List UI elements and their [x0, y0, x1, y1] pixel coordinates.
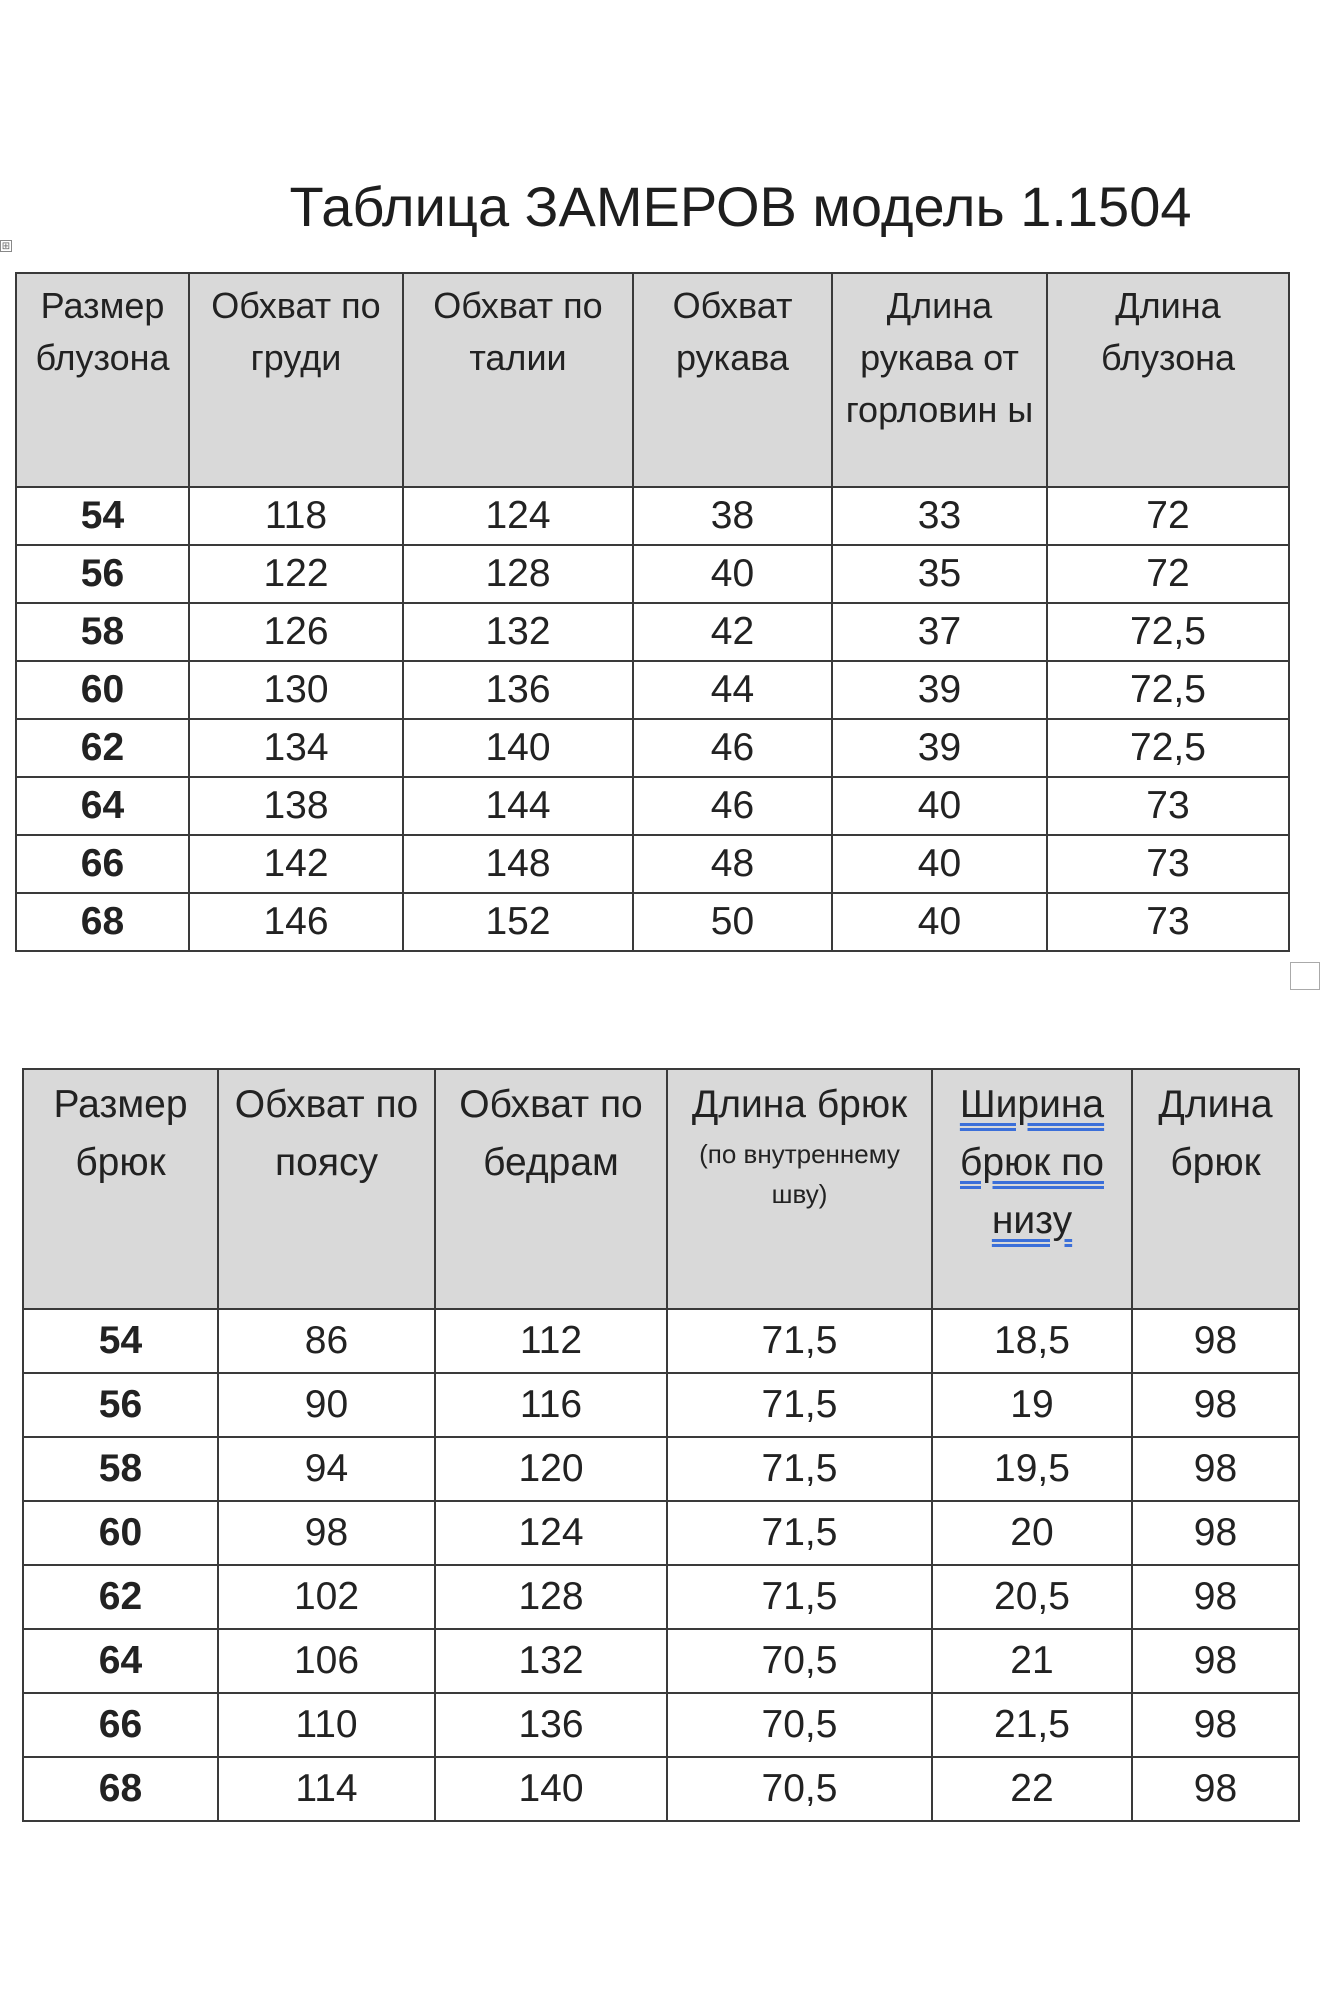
size-cell: 66 — [23, 1693, 218, 1757]
header-size: Размер блузона — [16, 273, 189, 487]
table-row — [16, 603, 1289, 661]
table-cell: 110 — [218, 1693, 435, 1757]
table-cell: 112 — [435, 1309, 667, 1373]
table-cell: 19 — [932, 1373, 1132, 1437]
table-cell: 72,5 — [1047, 661, 1289, 719]
table-cell: 136 — [403, 661, 633, 719]
table-row — [16, 893, 1289, 951]
table-cell: 72 — [1047, 487, 1289, 545]
table-cell: 22 — [932, 1757, 1132, 1821]
table-cell: 50 — [633, 893, 832, 951]
table-cell: 98 — [1132, 1629, 1299, 1693]
size-cell: 54 — [23, 1309, 218, 1373]
table-cell: 70,5 — [667, 1693, 932, 1757]
header-sleeve-length: Длина рукава от горловин ы — [832, 273, 1047, 487]
table-cell: 152 — [403, 893, 633, 951]
table-cell: 86 — [218, 1309, 435, 1373]
table-cell: 98 — [1132, 1373, 1299, 1437]
table-cell: 128 — [403, 545, 633, 603]
size-cell: 62 — [23, 1565, 218, 1629]
table-header-row — [16, 273, 1289, 487]
table-cell: 71,5 — [667, 1437, 932, 1501]
table-cell: 136 — [435, 1693, 667, 1757]
table-cell: 98 — [1132, 1693, 1299, 1757]
table-cell: 73 — [1047, 777, 1289, 835]
spellcheck-underlined-text: Ширина брюк по низу — [959, 1083, 1105, 1242]
table-cell: 35 — [832, 545, 1047, 603]
table-cell: 40 — [633, 545, 832, 603]
table-cell: 72 — [1047, 545, 1289, 603]
table-cell: 20 — [932, 1501, 1132, 1565]
pants-measurements-table — [22, 1068, 1300, 1822]
table-cell: 18,5 — [932, 1309, 1132, 1373]
table-cell: 98 — [1132, 1309, 1299, 1373]
table-cell: 98 — [1132, 1437, 1299, 1501]
table-cell: 33 — [832, 487, 1047, 545]
table-cell: 146 — [189, 893, 403, 951]
table-cell: 38 — [633, 487, 832, 545]
size-cell: 60 — [23, 1501, 218, 1565]
table-cell: 40 — [832, 893, 1047, 951]
table-row — [16, 545, 1289, 603]
header-inseam-title: Длина брюк — [691, 1083, 908, 1126]
table-row — [23, 1373, 1299, 1437]
table-row — [16, 487, 1289, 545]
header-inseam-length — [667, 1069, 932, 1309]
table-resize-handle[interactable] — [1290, 962, 1320, 990]
header-hips: Обхват по бедрам — [435, 1069, 667, 1309]
size-cell: 56 — [16, 545, 189, 603]
table-cell: 71,5 — [667, 1501, 932, 1565]
table-cell: 114 — [218, 1757, 435, 1821]
table-cell: 106 — [218, 1629, 435, 1693]
table-cell: 102 — [218, 1565, 435, 1629]
table-cell: 116 — [435, 1373, 667, 1437]
table-cell: 21,5 — [932, 1693, 1132, 1757]
table-cell: 72,5 — [1047, 603, 1289, 661]
table-row — [16, 835, 1289, 893]
table-row — [16, 719, 1289, 777]
table-cell: 132 — [403, 603, 633, 661]
table-cell: 138 — [189, 777, 403, 835]
table-cell: 98 — [1132, 1757, 1299, 1821]
table-cell: 39 — [832, 661, 1047, 719]
table-cell: 46 — [633, 719, 832, 777]
table-cell: 46 — [633, 777, 832, 835]
header-inseam-note: (по внутреннему шву) — [699, 1139, 900, 1209]
table-cell: 72,5 — [1047, 719, 1289, 777]
table-row — [23, 1501, 1299, 1565]
table-cell: 94 — [218, 1437, 435, 1501]
table-cell: 98 — [1132, 1501, 1299, 1565]
size-cell: 64 — [16, 777, 189, 835]
table-cell: 21 — [932, 1629, 1132, 1693]
table-cell: 39 — [832, 719, 1047, 777]
table-cell: 20,5 — [932, 1565, 1132, 1629]
table-cell: 71,5 — [667, 1373, 932, 1437]
table-cell: 98 — [218, 1501, 435, 1565]
header-size: Размер брюк — [23, 1069, 218, 1309]
header-waist: Обхват по талии — [403, 273, 633, 487]
table-cell: 19,5 — [932, 1437, 1132, 1501]
table-header-row — [23, 1069, 1299, 1309]
table-row — [23, 1565, 1299, 1629]
table-cell: 90 — [218, 1373, 435, 1437]
size-cell: 66 — [16, 835, 189, 893]
table-cell: 48 — [633, 835, 832, 893]
table-row — [23, 1757, 1299, 1821]
size-cell: 58 — [23, 1437, 218, 1501]
size-cell: 60 — [16, 661, 189, 719]
table-cell: 70,5 — [667, 1629, 932, 1693]
table-row — [16, 661, 1289, 719]
header-waistband: Обхват по поясу — [218, 1069, 435, 1309]
table-cell: 120 — [435, 1437, 667, 1501]
size-cell: 56 — [23, 1373, 218, 1437]
size-cell: 54 — [16, 487, 189, 545]
header-sleeve-girth: Обхват рукава — [633, 273, 832, 487]
table-cell: 140 — [403, 719, 633, 777]
table-row — [23, 1437, 1299, 1501]
table-cell: 144 — [403, 777, 633, 835]
table-cell: 140 — [435, 1757, 667, 1821]
table-cell: 124 — [435, 1501, 667, 1565]
table-cell: 122 — [189, 545, 403, 603]
table-row — [23, 1309, 1299, 1373]
size-cell: 62 — [16, 719, 189, 777]
table-cell: 71,5 — [667, 1565, 932, 1629]
table-cell: 37 — [832, 603, 1047, 661]
table-cell: 126 — [189, 603, 403, 661]
header-hem-width — [932, 1069, 1132, 1309]
blouse-measurements-table — [15, 272, 1290, 952]
table-cell: 130 — [189, 661, 403, 719]
table-cell: 98 — [1132, 1565, 1299, 1629]
header-pants-length: Длина брюк — [1132, 1069, 1299, 1309]
table-cell: 71,5 — [667, 1309, 932, 1373]
table-cell: 142 — [189, 835, 403, 893]
table-cell: 148 — [403, 835, 633, 893]
table-cell: 40 — [832, 777, 1047, 835]
table-cell: 42 — [633, 603, 832, 661]
table-cell: 73 — [1047, 893, 1289, 951]
table-row — [23, 1629, 1299, 1693]
table-cell: 134 — [189, 719, 403, 777]
table-move-handle-icon[interactable]: ⊞ — [1, 241, 11, 252]
header-chest: Обхват по груди — [189, 273, 403, 487]
table-cell: 40 — [832, 835, 1047, 893]
table-cell: 44 — [633, 661, 832, 719]
table-cell: 118 — [189, 487, 403, 545]
header-blouse-length: Длина блузона — [1047, 273, 1289, 487]
table-cell: 73 — [1047, 835, 1289, 893]
size-cell: 64 — [23, 1629, 218, 1693]
table-cell: 128 — [435, 1565, 667, 1629]
size-cell: 68 — [16, 893, 189, 951]
size-cell: 68 — [23, 1757, 218, 1821]
table-row — [23, 1693, 1299, 1757]
table-row — [16, 777, 1289, 835]
size-cell: 58 — [16, 603, 189, 661]
table-cell: 70,5 — [667, 1757, 932, 1821]
table-cell: 124 — [403, 487, 633, 545]
page-title: Таблица ЗАМЕРОВ модель 1.1504 — [289, 175, 1192, 238]
table-cell: 132 — [435, 1629, 667, 1693]
